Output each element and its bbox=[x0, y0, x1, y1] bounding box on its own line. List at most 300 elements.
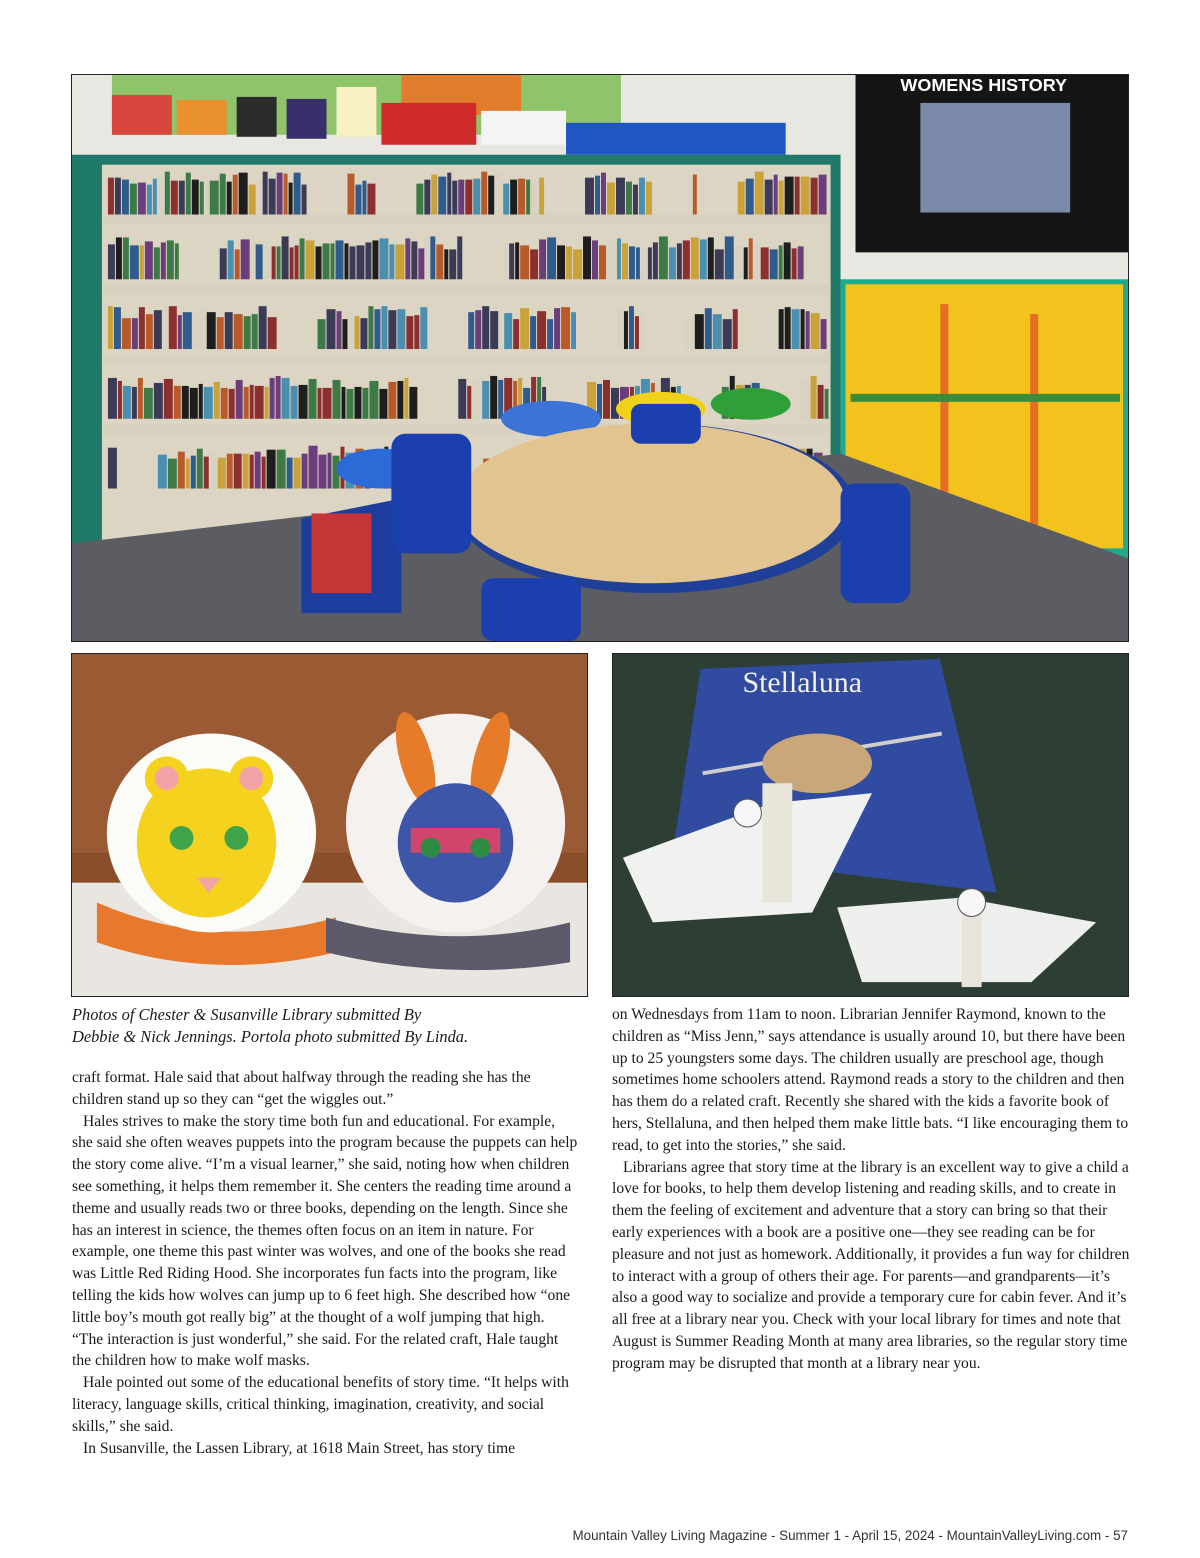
book-spine bbox=[108, 448, 117, 489]
book-spine bbox=[171, 181, 178, 215]
book-spine bbox=[218, 458, 226, 489]
book-spine bbox=[603, 380, 610, 419]
book-spine bbox=[779, 245, 783, 279]
book-spine bbox=[341, 387, 345, 419]
book-spine bbox=[132, 318, 138, 349]
book-spine bbox=[186, 173, 191, 215]
book-spine bbox=[510, 180, 517, 215]
book-spine bbox=[735, 246, 743, 279]
book-spine bbox=[779, 181, 784, 215]
book-spine bbox=[336, 240, 344, 279]
book-spine bbox=[659, 236, 668, 279]
book-spine bbox=[414, 315, 419, 349]
book-spine bbox=[436, 244, 443, 279]
book-spine bbox=[530, 316, 536, 349]
book-spine bbox=[468, 312, 474, 349]
book-spine bbox=[294, 458, 301, 489]
book-spine bbox=[811, 178, 818, 215]
book-spine bbox=[250, 385, 254, 419]
paragraph: Hales strives to make the story time both fun and educational. For example, she said she often weaves puppets into the program because the puppets can help the story come alive. “I’m a visual learner,” she said, noting how when children see something, it helps them remember it. She centers the reading time around a theme and usually reads two or three books, depending on the length. Since she has an interest in science, the themes often focus on an item in nature. For example, one theme this past winter was wolves, and one of the books she read was Little Red Riding Hood. She incorporates fun facts into the program, like telling the kids how wolves can jump up to 6 feet high. She described how “one little boy’s mouth got really big” at the thought of a wolf jumping that high. “The interaction is just wonderful,” she said. For the related craft, Hale taught the children how to make wolf masks. bbox=[72, 1112, 578, 1370]
book-spine bbox=[424, 180, 430, 215]
book-spine bbox=[792, 248, 797, 279]
book-spine bbox=[518, 179, 525, 215]
book-spine bbox=[309, 446, 318, 489]
book-spine bbox=[622, 243, 628, 279]
book-spine bbox=[264, 247, 271, 279]
book-spine bbox=[210, 181, 219, 215]
book-spine bbox=[520, 308, 529, 349]
book-spine bbox=[130, 184, 137, 215]
book-spine bbox=[234, 454, 242, 489]
book-spine bbox=[294, 173, 301, 215]
paragraph: Hale pointed out some of the educational benefits of story time. “It helps with literacy, language skills, critical thinking, imagination, creativity, and social skills,” she said. bbox=[72, 1374, 569, 1435]
book-spine bbox=[452, 181, 457, 215]
book-spine bbox=[418, 248, 424, 279]
book-spine bbox=[154, 383, 163, 419]
article-column-right bbox=[612, 1004, 1132, 1375]
book-spine bbox=[265, 387, 269, 419]
book-spine bbox=[354, 316, 359, 349]
caption-line-2: Debbie & Nick Jennings. Portola photo submitted By Linda. bbox=[72, 1027, 469, 1046]
book-spine bbox=[318, 319, 326, 349]
book-spine bbox=[749, 238, 753, 279]
book-spine bbox=[328, 453, 332, 489]
book-spine bbox=[369, 381, 378, 419]
book-spine bbox=[318, 388, 322, 419]
book-spine bbox=[197, 449, 203, 489]
book-spine bbox=[233, 175, 238, 215]
book-spine bbox=[409, 387, 417, 419]
book-spine bbox=[465, 180, 472, 215]
book-spine bbox=[607, 239, 616, 279]
book-spine bbox=[235, 249, 240, 279]
book-spine bbox=[122, 318, 131, 349]
book-spine bbox=[774, 175, 778, 215]
book-spine bbox=[362, 181, 366, 215]
book-spine bbox=[425, 236, 429, 279]
book-spine bbox=[333, 380, 341, 419]
book-spine bbox=[416, 184, 423, 215]
book-spine bbox=[635, 316, 639, 349]
book-spine bbox=[114, 307, 121, 349]
book-spine bbox=[299, 385, 308, 419]
book-spine bbox=[365, 242, 371, 279]
book-spine bbox=[530, 249, 538, 279]
book-spine bbox=[473, 179, 480, 215]
book-spine bbox=[316, 246, 322, 279]
book-spine bbox=[239, 173, 248, 215]
book-spine bbox=[174, 386, 181, 419]
book-spine bbox=[404, 378, 408, 419]
book-spine bbox=[178, 452, 185, 489]
book-spine bbox=[244, 316, 251, 349]
book-spine bbox=[683, 240, 690, 279]
book-spine bbox=[754, 242, 760, 279]
book-spine bbox=[585, 178, 594, 215]
book-spine bbox=[144, 388, 153, 419]
article-column-left bbox=[72, 1067, 578, 1459]
book-spine bbox=[526, 180, 530, 215]
book-spine bbox=[785, 177, 794, 215]
book-spine bbox=[241, 239, 250, 279]
book-spine bbox=[801, 177, 810, 215]
book-spine bbox=[798, 246, 804, 279]
book-spine bbox=[795, 177, 800, 215]
book-spine bbox=[250, 455, 254, 489]
book-spine bbox=[229, 389, 235, 419]
book-spine bbox=[700, 239, 707, 279]
book-spine bbox=[347, 174, 354, 215]
book-spine bbox=[457, 236, 462, 279]
book-spine bbox=[306, 240, 315, 279]
book-spine bbox=[566, 246, 572, 279]
book-spine bbox=[784, 242, 791, 279]
book-spine bbox=[629, 246, 635, 279]
book-spine bbox=[755, 172, 764, 215]
book-spine bbox=[381, 306, 387, 349]
book-spine bbox=[204, 457, 209, 489]
book-spine bbox=[499, 316, 503, 349]
book-spine bbox=[354, 387, 361, 419]
library-illustration bbox=[72, 75, 1128, 641]
book-spine bbox=[277, 246, 281, 279]
book-spine bbox=[118, 381, 122, 419]
book-spine bbox=[640, 315, 644, 349]
book-spine bbox=[761, 247, 769, 279]
book-spine bbox=[601, 173, 606, 215]
book-spine bbox=[561, 307, 570, 349]
book-spine bbox=[220, 248, 227, 279]
book-spine bbox=[130, 245, 139, 279]
paragraph: Librarians agree that story time at the library is an excellent way to give a child a love for books, to help them develop listening and reading skills, and to create in them the feeling of excitement and adventure that a story can bring so that their early experiences with a book are a positive one—they see reading can be for pleasure and not just as homework. Additionally, it provides a fun way for children to interact with a group of others their age. For parents—and grandparents—it’s also a good way to socialize and provide a temporary cure for cabin fever. And it’s all free at a library near you. Check with your local library for times and note that August is Summer Reading Month at many area libraries, so the regular story time program may be disrupted that month at a library near you. bbox=[612, 1158, 1130, 1372]
book-spine bbox=[182, 386, 189, 419]
book-spine bbox=[344, 243, 348, 279]
book-spine bbox=[592, 240, 598, 279]
book-spine bbox=[139, 307, 145, 349]
book-spine bbox=[225, 312, 233, 349]
book-spine bbox=[302, 454, 308, 489]
book-spine bbox=[205, 180, 209, 215]
book-spine bbox=[349, 246, 355, 279]
book-spine bbox=[811, 313, 820, 349]
book-spine bbox=[336, 311, 341, 349]
book-spine bbox=[158, 178, 164, 215]
book-spine bbox=[395, 244, 404, 279]
book-spine bbox=[444, 249, 448, 279]
book-spine bbox=[116, 237, 122, 279]
book-spine bbox=[179, 181, 185, 215]
book-spine bbox=[449, 249, 456, 279]
book-spine bbox=[490, 311, 498, 349]
book-spine bbox=[300, 238, 305, 279]
book-spine bbox=[531, 183, 538, 215]
book-spine bbox=[490, 376, 497, 419]
book-spine bbox=[821, 319, 827, 349]
book-spine bbox=[123, 386, 131, 419]
book-spine bbox=[825, 389, 829, 419]
book-spine bbox=[648, 247, 652, 279]
book-spine bbox=[252, 314, 258, 349]
book-spine bbox=[198, 309, 206, 349]
book-spine bbox=[221, 388, 228, 419]
book-spine bbox=[147, 185, 152, 215]
book-spine bbox=[277, 450, 286, 489]
book-spine bbox=[509, 243, 514, 279]
book-spine bbox=[636, 247, 640, 279]
book-spine bbox=[571, 312, 576, 349]
book-spine bbox=[256, 244, 263, 279]
book-spine bbox=[146, 314, 153, 349]
book-spine bbox=[268, 317, 277, 349]
book-spine bbox=[488, 176, 494, 215]
book-spine bbox=[693, 175, 697, 215]
book-spine bbox=[346, 389, 353, 419]
book-spine bbox=[132, 387, 137, 419]
book-spine bbox=[379, 238, 388, 279]
book-spine bbox=[227, 182, 232, 215]
book-spine bbox=[733, 309, 738, 349]
book-spine bbox=[765, 180, 773, 215]
book-spine bbox=[163, 306, 168, 349]
book-spine bbox=[323, 243, 330, 279]
book-spine bbox=[191, 456, 196, 489]
book-spine bbox=[192, 180, 199, 215]
book-spine bbox=[624, 311, 628, 349]
book-spine bbox=[158, 455, 167, 489]
book-spine bbox=[677, 243, 682, 279]
book-spine bbox=[154, 310, 162, 349]
stellaluna-illustration bbox=[613, 654, 1128, 996]
book-spine bbox=[244, 387, 249, 419]
book-spine bbox=[270, 378, 275, 419]
book-spine bbox=[746, 179, 754, 215]
book-spine bbox=[236, 380, 243, 419]
book-spine bbox=[537, 311, 546, 349]
book-spine bbox=[646, 182, 652, 215]
book-spine bbox=[138, 183, 146, 215]
book-spine bbox=[255, 386, 264, 419]
book-spine bbox=[617, 307, 623, 349]
book-spine bbox=[108, 378, 117, 419]
book-spine bbox=[388, 310, 396, 349]
book-spine bbox=[374, 309, 380, 349]
book-spine bbox=[282, 378, 290, 419]
book-spine bbox=[475, 310, 481, 349]
bulletin-board-title: WOMENS HISTORY bbox=[900, 75, 1068, 95]
paragraph: In Susanville, the Lassen Library, at 1618 Main Street, has story time bbox=[83, 1439, 516, 1457]
book-spine bbox=[430, 236, 435, 279]
book-spine bbox=[227, 454, 233, 489]
book-spine bbox=[367, 184, 375, 215]
book-spine bbox=[108, 178, 114, 215]
book-spine bbox=[164, 379, 173, 419]
book-spine bbox=[165, 172, 170, 215]
book-spine bbox=[207, 312, 216, 349]
book-spine bbox=[669, 247, 676, 279]
book-spine bbox=[397, 381, 403, 419]
book-spine bbox=[348, 312, 353, 349]
book-spine bbox=[210, 452, 217, 489]
book-spine bbox=[319, 455, 327, 489]
book-spine bbox=[199, 384, 203, 419]
book-spine bbox=[388, 382, 396, 419]
book-spine bbox=[715, 249, 724, 279]
book-spine bbox=[302, 185, 307, 215]
book-spine bbox=[607, 183, 615, 215]
book-spine bbox=[309, 379, 317, 419]
caption-line-1: Photos of Chester & Susanville Library submitted By bbox=[72, 1005, 422, 1024]
book-spine bbox=[186, 459, 190, 489]
book-spine bbox=[539, 178, 544, 215]
book-spine bbox=[405, 238, 410, 279]
book-spine bbox=[214, 382, 220, 419]
book-spine bbox=[653, 242, 658, 279]
page-footer: Mountain Valley Living Magazine - Summer 1 - April 15, 2024 - MountainValleyLiving.com - 57 bbox=[572, 1528, 1128, 1543]
book-spine bbox=[411, 241, 417, 279]
book-spine bbox=[599, 245, 606, 279]
book-spine bbox=[269, 179, 276, 215]
book-spine bbox=[145, 241, 153, 279]
book-spine bbox=[617, 238, 621, 279]
library-photo bbox=[71, 74, 1129, 642]
photo-caption bbox=[72, 1004, 592, 1048]
book-spine bbox=[811, 376, 817, 419]
book-spine bbox=[190, 388, 198, 419]
book-spine bbox=[573, 249, 582, 279]
book-spine bbox=[801, 309, 805, 349]
book-spine bbox=[255, 452, 261, 489]
book-spine bbox=[167, 240, 174, 279]
book-spine bbox=[251, 245, 255, 279]
book-spine bbox=[355, 185, 361, 215]
book-spine bbox=[123, 237, 129, 279]
book-spine bbox=[262, 457, 266, 489]
book-spine bbox=[725, 236, 734, 279]
book-title: Stellaluna bbox=[742, 665, 862, 699]
book-spine bbox=[472, 380, 481, 419]
book-spine bbox=[342, 319, 347, 349]
book-spine bbox=[629, 306, 634, 349]
book-spine bbox=[503, 184, 509, 215]
book-spine bbox=[289, 183, 293, 215]
book-spine bbox=[200, 182, 204, 215]
book-spine bbox=[327, 309, 336, 349]
book-spine bbox=[744, 247, 748, 279]
book-spine bbox=[467, 386, 471, 419]
book-spine bbox=[193, 315, 197, 349]
book-spine bbox=[406, 316, 413, 349]
book-spine bbox=[819, 175, 827, 215]
book-spine bbox=[498, 380, 503, 419]
book-spine bbox=[639, 178, 645, 215]
book-spine bbox=[161, 242, 166, 279]
book-spine bbox=[154, 247, 160, 279]
book-spine bbox=[234, 314, 243, 349]
book-spine bbox=[295, 245, 299, 279]
book-spine bbox=[362, 388, 368, 419]
book-spine bbox=[217, 317, 224, 349]
book-spine bbox=[438, 177, 446, 215]
book-spine bbox=[513, 319, 519, 349]
paragraph: on Wednesdays from 11am to noon. Librarian Jennifer Raymond, known to the children as “Miss Jenn,” says attendance is usually around 10, but there have been up to 25 youngsters some days. The children usually are preschool age, though sometimes home schoolers attend. Raymond reads a story to the children and then has them do a related craft. Recently she shared with the kids a favorite book of hers, Stellaluna, and then helped them make little bats. “I like encouraging them to read, to get into the stories,” she said. bbox=[612, 1006, 1129, 1154]
book-spine bbox=[626, 182, 632, 215]
book-spine bbox=[356, 245, 364, 279]
book-spine bbox=[785, 307, 791, 349]
book-spine bbox=[138, 378, 143, 419]
book-spine bbox=[175, 243, 179, 279]
book-spine bbox=[368, 306, 373, 349]
book-spine bbox=[770, 249, 778, 279]
book-spine bbox=[169, 306, 177, 349]
book-spine bbox=[633, 185, 638, 215]
book-spine bbox=[481, 172, 487, 215]
book-spine bbox=[547, 319, 553, 349]
book-spine bbox=[183, 312, 192, 349]
book-spine bbox=[547, 237, 556, 279]
book-spine bbox=[557, 245, 565, 279]
book-spine bbox=[168, 459, 177, 489]
book-spine bbox=[818, 385, 824, 419]
book-spine bbox=[379, 389, 387, 419]
book-spine bbox=[272, 246, 276, 279]
book-spine bbox=[641, 248, 647, 279]
book-spine bbox=[495, 172, 502, 215]
book-spine bbox=[389, 244, 394, 279]
book-spine bbox=[108, 244, 115, 279]
book-spine bbox=[115, 178, 121, 215]
book-spine bbox=[779, 309, 784, 349]
book-spine bbox=[277, 173, 283, 215]
book-spine bbox=[708, 237, 714, 279]
book-spine bbox=[595, 176, 600, 215]
book-spine bbox=[685, 319, 694, 349]
book-spine bbox=[806, 311, 810, 349]
book-spine bbox=[204, 387, 213, 419]
book-spine bbox=[539, 239, 546, 279]
masks-illustration bbox=[72, 654, 587, 996]
book-spine bbox=[713, 314, 722, 349]
book-spine bbox=[287, 458, 293, 489]
book-spine bbox=[259, 306, 267, 349]
book-spine bbox=[372, 240, 378, 279]
book-spine bbox=[276, 376, 281, 419]
book-spine bbox=[458, 379, 466, 419]
stellaluna-craft-photo bbox=[612, 653, 1129, 997]
book-spine bbox=[257, 180, 262, 215]
book-spine bbox=[397, 309, 405, 349]
book-spine bbox=[108, 306, 113, 349]
book-spine bbox=[458, 180, 464, 215]
book-spine bbox=[515, 242, 519, 279]
book-spine bbox=[249, 185, 256, 215]
book-spine bbox=[503, 242, 508, 279]
book-spine bbox=[228, 240, 234, 279]
paragraph: craft format. Hale said that about halfway through the reading she has the children stand up so they can “get the wiggles out.” bbox=[72, 1069, 531, 1108]
book-spine bbox=[520, 245, 529, 279]
book-spine bbox=[431, 175, 437, 215]
book-spine bbox=[554, 308, 560, 349]
book-spine bbox=[705, 308, 712, 349]
masks-craft-photo bbox=[71, 653, 588, 997]
book-spine bbox=[482, 306, 489, 349]
book-spine bbox=[695, 314, 704, 349]
book-spine bbox=[140, 245, 144, 279]
book-spine bbox=[243, 454, 249, 489]
book-spine bbox=[792, 309, 800, 349]
book-spine bbox=[482, 381, 489, 419]
book-spine bbox=[220, 174, 226, 215]
book-spine bbox=[360, 318, 367, 349]
